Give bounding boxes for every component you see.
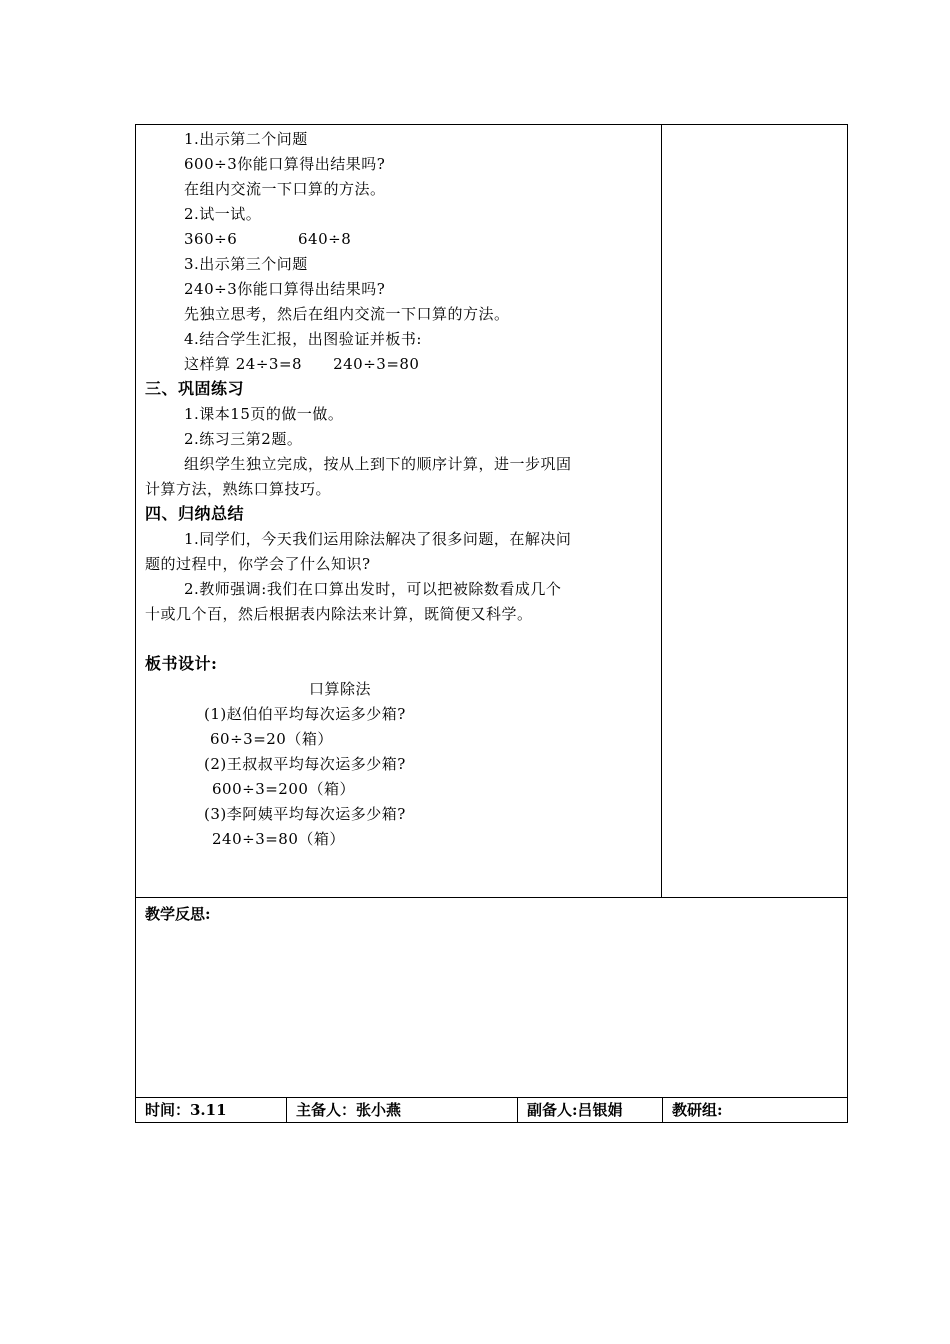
footer-main-preparer: 主备人：张小燕 [287, 1098, 518, 1122]
reflection-cell [135, 897, 848, 1098]
footer-research-group: 教研组: [672, 1101, 723, 1119]
text-line: 2.试一试。 [184, 205, 262, 223]
text-line: 题的过程中，你学会了什么知识? [145, 555, 371, 573]
text-line: 在组内交流一下口算的方法。 [184, 180, 386, 198]
section-heading: 四、归纳总结 [145, 504, 245, 523]
text-line: 240÷3你能口算得出结果吗? [184, 280, 386, 298]
text-line: 2.练习三第2题。 [184, 430, 303, 448]
text-line: 十或几个百，然后根据表内除法来计算，既简便又科学。 [145, 605, 533, 623]
board-item: (1)赵伯伯平均每次运多少箱? [204, 705, 406, 723]
notes-cell [661, 124, 848, 898]
text-line: 计算方法，熟练口算技巧。 [145, 480, 332, 498]
reflection-title: 教学反思: [145, 905, 211, 923]
text-line: 640÷8 [298, 230, 352, 248]
text-line: 1.课本15页的做一做。 [184, 405, 344, 423]
text-line: 1.同学们，今天我们运用除法解决了很多问题，在解决问 [184, 530, 572, 548]
text-line: 这样算 24÷3=8 240÷3=80 [184, 355, 420, 373]
lesson-content-cell [135, 124, 662, 898]
text-line: 1.出示第二个问题 [184, 130, 308, 148]
footer-row [135, 1097, 848, 1123]
board-item: 600÷3=200（箱） [212, 780, 355, 798]
text-line: 先独立思考，然后在组内交流一下口算的方法。 [184, 305, 510, 323]
board-design-heading: 板书设计: [145, 654, 218, 673]
board-item: 60÷3=20（箱） [210, 730, 333, 748]
footer-assistant-preparer: 副备人:吕银娟 [518, 1098, 663, 1122]
footer-time: 时间：3.11 [136, 1098, 287, 1122]
text-line: 4.结合学生汇报，出图验证并板书: [184, 330, 422, 348]
board-item: (3)李阿姨平均每次运多少箱? [204, 805, 406, 823]
section-heading: 三、巩固练习 [145, 379, 245, 398]
text-line: 360÷6 [184, 230, 238, 248]
text-line: 组织学生独立完成，按从上到下的顺序计算，进一步巩固 [184, 455, 572, 473]
text-line: 3.出示第三个问题 [184, 255, 308, 273]
text-line: 2.教师强调:我们在口算出发时，可以把被除数看成几个 [184, 580, 562, 598]
board-item: 240÷3=80（箱） [212, 830, 345, 848]
text-line: 600÷3你能口算得出结果吗? [184, 155, 386, 173]
board-item: (2)王叔叔平均每次运多少箱? [204, 755, 406, 773]
board-title: 口算除法 [309, 680, 372, 698]
